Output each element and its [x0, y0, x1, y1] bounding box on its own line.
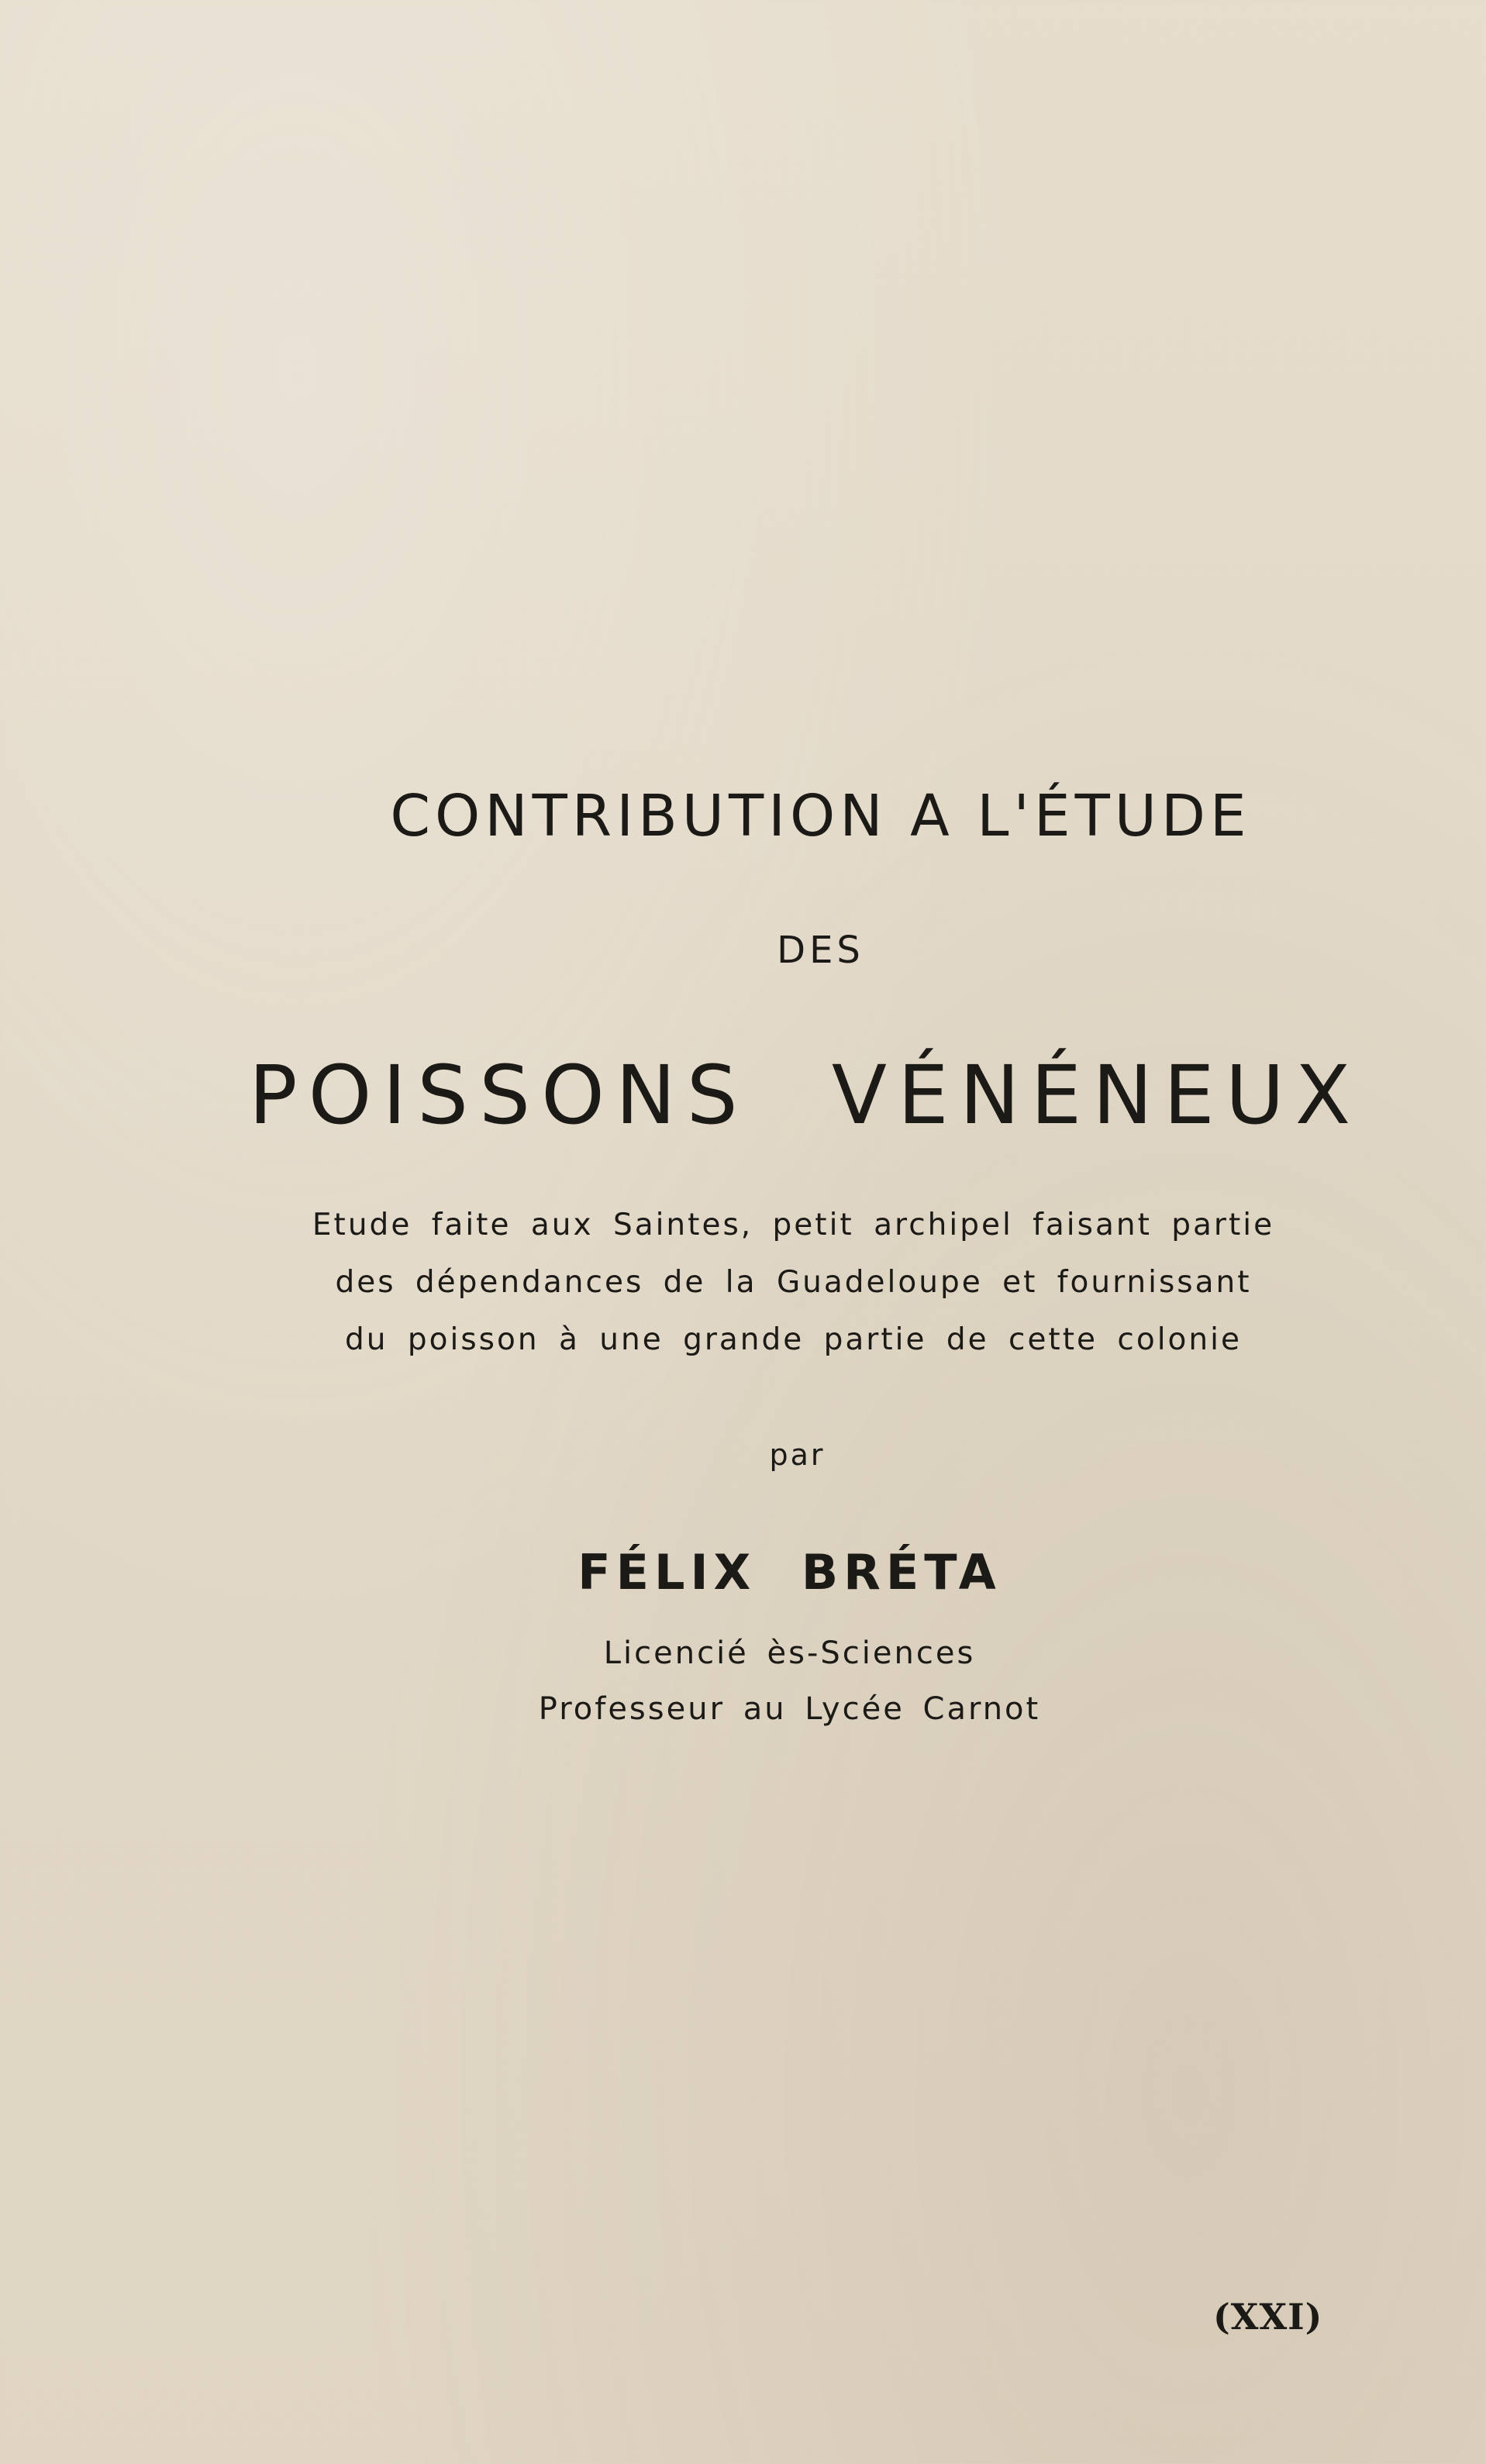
author-credential-1: Licencié ès-Sciences [603, 1635, 976, 1671]
subtitle-line-3: du poisson à une grande partie de cette colonie [345, 1322, 1242, 1357]
main-title: POISSONS VÉNÉNEUX [248, 1048, 1362, 1142]
author-name: FÉLIX BRÉTA [578, 1544, 1002, 1601]
title-line-1: CONTRIBUTION A L'ÉTUDE [390, 783, 1251, 849]
subtitle-line-2: des dépendances de la Guadeloupe et fournissant [335, 1265, 1252, 1300]
author-credential-2: Professeur au Lycée Carnot [538, 1691, 1041, 1727]
volume-number: (XXI) [1213, 2296, 1323, 2338]
subtitle-line-1: Etude faite aux Saintes, petit archipel faisant partie [312, 1208, 1275, 1242]
title-line-2: DES [777, 929, 864, 972]
byline-par: par [769, 1438, 826, 1472]
